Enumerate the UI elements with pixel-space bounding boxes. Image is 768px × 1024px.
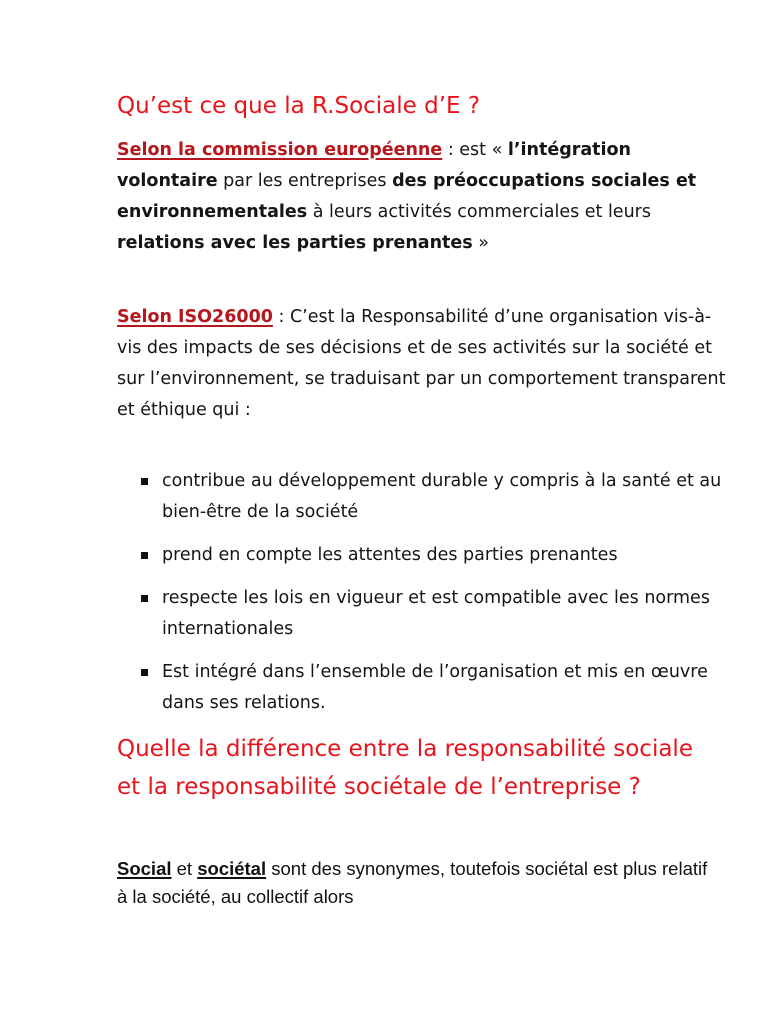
eu-text-4: »: [472, 233, 489, 253]
eu-text-3: à leurs activités commerciales et leurs: [307, 202, 651, 222]
list-item: [138, 657, 738, 719]
list-item-text: respecte les lois en vigueur et est compatible avec les normes internationales: [162, 588, 710, 639]
p3-text-2: sont des synonymes, toutefois sociétal est plus relatif à la société, au collectif alors: [117, 858, 708, 907]
eu-bold-3: relations avec les parties prenantes: [117, 233, 473, 253]
word-social: Social: [117, 858, 172, 879]
section2-title: Quelle la différence entre la responsabilité sociale et la responsabilité sociétale de l’entreprise ?: [117, 736, 693, 800]
list-item: [138, 466, 738, 528]
list-item-text: prend en compte les attentes des parties prenantes: [162, 545, 618, 565]
eu-bold-2: des préoccupations sociales et environnementales: [117, 171, 697, 222]
eu-bold-1: l’intégration volontaire: [117, 140, 632, 191]
eu-definition-paragraph: [117, 135, 727, 259]
word-societal: sociétal: [197, 858, 267, 879]
square-bullet-icon: [141, 669, 148, 676]
square-bullet-icon: [141, 595, 148, 602]
list-item: [138, 583, 738, 645]
iso-criteria-list: [138, 466, 738, 731]
p3-text-1: et: [171, 858, 198, 879]
square-bullet-icon: [141, 478, 148, 485]
list-item-text: Est intégré dans l’ensemble de l’organisation et mis en œuvre dans ses relations.: [162, 662, 708, 713]
iso-definition-paragraph: [117, 302, 727, 426]
eu-text-2: par les entreprises: [217, 171, 393, 191]
eu-text-1: : est «: [442, 140, 508, 160]
social-vs-societal-paragraph: [117, 855, 717, 911]
section1-title: Qu’est ce que la R.Sociale d’E ?: [117, 93, 481, 119]
eu-commission-label: Selon la commission européenne: [117, 140, 443, 160]
list-item: [138, 540, 738, 571]
square-bullet-icon: [141, 552, 148, 559]
iso26000-label: Selon ISO26000: [117, 307, 273, 327]
iso-text: : C’est la Responsabilité d’une organisation vis-à-vis des impacts de ses décisions et de ses activités sur la société et sur l’environnement, se traduisant par un comportement transparent et éthique qui :: [117, 307, 726, 420]
list-item-text: contribue au développement durable y compris à la santé et au bien-être de la société: [162, 471, 722, 522]
